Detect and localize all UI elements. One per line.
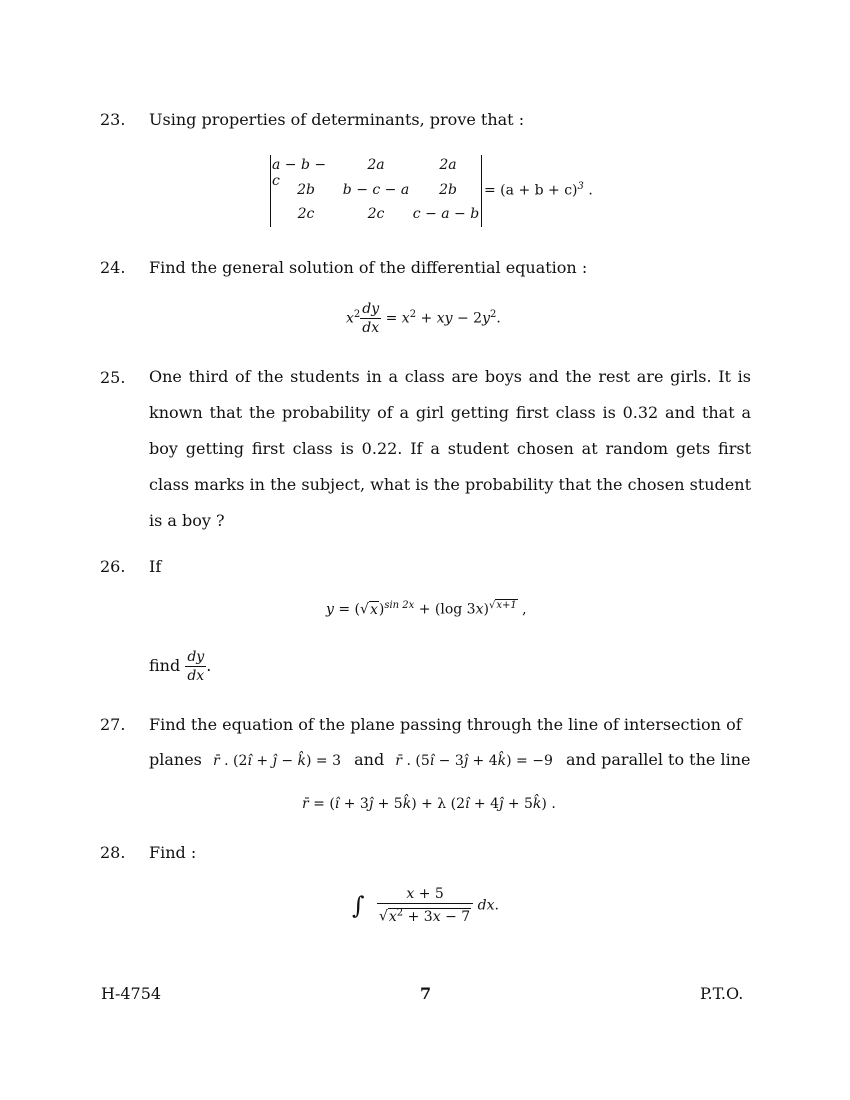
pto-label: P.T.O. <box>700 984 744 1003</box>
det-cell: 2a <box>439 157 457 173</box>
determinant-rhs: = $(a + b + c)^3$ . <box>484 181 593 199</box>
question-text: Using properties of determinants, prove that : <box>149 110 525 129</box>
question-number: 24. <box>100 258 126 277</box>
plane-1-equation: r̄ . (2î + ĵ − k̂) = 3 <box>212 753 342 769</box>
paper-code: H-4754 <box>101 984 162 1003</box>
det-cell: 2a <box>367 157 385 173</box>
question-number: 28. <box>100 843 126 862</box>
determinant <box>270 155 482 227</box>
det-cell: 2b <box>297 182 315 198</box>
det-cell: b − c − a <box>342 182 410 198</box>
function-y: $y = (√x)^{sin 2x} + (\log$ 3x)$^{√x+1}$ , <box>326 600 527 618</box>
det-cell: 2c <box>367 206 385 222</box>
question-text: Find the general solution of the differential equation : <box>149 258 588 277</box>
find-derivative: find $\frac{dy}{dx}$ . <box>149 649 212 684</box>
det-cell: a − b − c <box>272 157 327 189</box>
find-label: find <box>149 656 181 675</box>
rhs-exponent: 3 <box>577 181 584 192</box>
line-equation: r̄ = (î + 3ĵ + 5k̂) + λ (2î + 4ĵ + 5k̂) . <box>302 796 556 812</box>
question-number: 23. <box>100 110 126 129</box>
question-text: If <box>149 557 162 576</box>
planes-label: planes <box>149 750 202 769</box>
integral: ∫ $\frac{x + 5}{√x^2 + 3x - 7}$ dx. <box>352 886 499 925</box>
parallel-label: and parallel to the line <box>565 750 751 769</box>
plane-2-equation: r̄ . (5î − 3ĵ + 4k̂) = −9 <box>395 753 553 769</box>
question-27-line-2 <box>149 750 750 769</box>
question-text: One third of the students in a class are boys and the rest are girls. It is known that the probability of a girl getting first class is 0.32 and that a boy getting first class is 0.22. If a student chosen at random gets first class marks in the subject, what is the probability that the chosen student is a boy ? <box>149 367 751 530</box>
det-cell: 2c <box>297 206 315 222</box>
question-number: 25. <box>100 368 126 387</box>
det-cell: 2b <box>439 182 457 198</box>
question-number: 27. <box>100 715 126 734</box>
question-number: 26. <box>100 557 126 576</box>
differential-equation: $x^2$ $\frac{dy}{dx}$ = $x^2$ + xy − $2y^2$. <box>346 301 501 336</box>
page-number: 7 <box>420 984 432 1003</box>
question-text: Find : <box>149 843 197 862</box>
question-text: Find the equation of the plane passing through the line of intersection of <box>149 715 742 734</box>
and-label: and <box>354 750 385 769</box>
rhs-text: = (a + b + c) <box>484 182 578 199</box>
det-cell: c − a − b <box>412 206 480 222</box>
